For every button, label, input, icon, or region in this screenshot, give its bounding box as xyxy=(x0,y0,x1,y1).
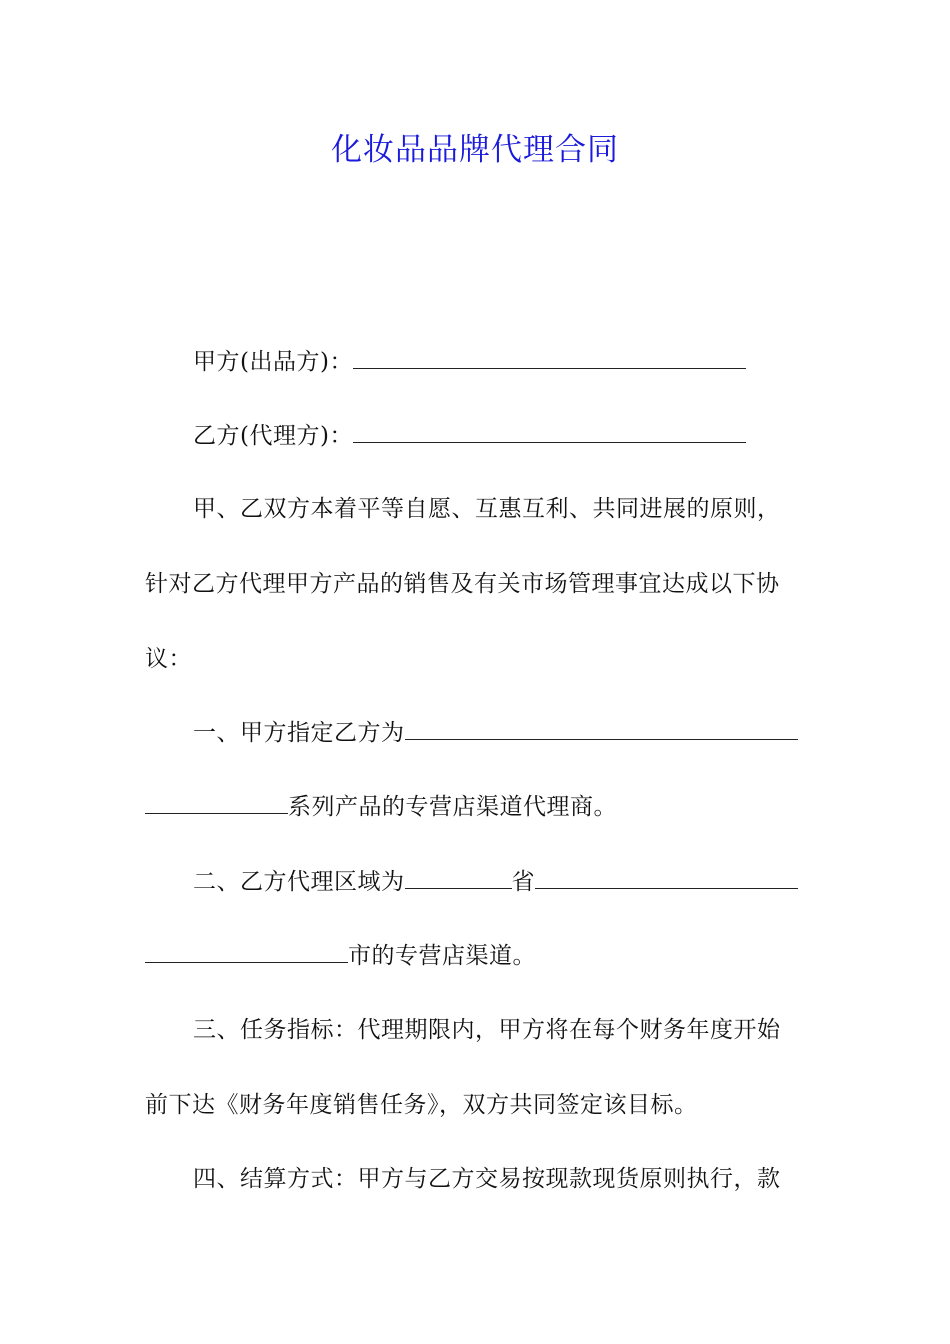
clause-2-line-1 xyxy=(193,865,798,899)
party-a-label: 甲方(出品方)： xyxy=(193,349,353,375)
clause-1-line-2 xyxy=(145,790,617,824)
preamble-line-3: 议： xyxy=(145,646,192,672)
party-a-line xyxy=(193,345,746,379)
clause-2-mid: 省 xyxy=(511,869,535,895)
province-blank xyxy=(405,866,512,889)
clause-3-line-2: 前下达《财务年度销售任务》，双方共同签定该目标。 xyxy=(145,1092,698,1118)
party-b-label: 乙方(代理方)： xyxy=(193,423,353,449)
party-a-blank xyxy=(353,346,746,369)
region-blank xyxy=(535,866,798,889)
clause-2-line-2 xyxy=(145,939,536,973)
clause-2-prefix: 二、乙方代理区域为 xyxy=(193,869,405,895)
clause-1-text: 一、甲方指定乙方为 xyxy=(193,720,405,746)
document-title: 化妆品品牌代理合同 xyxy=(331,132,619,168)
brand-blank xyxy=(405,717,798,740)
city-blank xyxy=(145,940,348,963)
party-b-blank xyxy=(353,420,746,443)
party-b-line xyxy=(193,419,746,453)
clause-1-line-1 xyxy=(193,716,798,750)
preamble-line-2: 针对乙方代理甲方产品的销售及有关市场管理事宜达成以下协 xyxy=(145,571,780,597)
clause-3-line-1: 三、任务指标：代理期限内，甲方将在每个财务年度开始 xyxy=(193,1017,781,1043)
clause-4-line-1: 四、结算方式：甲方与乙方交易按现款现货原则执行，款 xyxy=(193,1166,781,1192)
clause-2-suffix: 市的专营店渠道。 xyxy=(348,943,536,969)
clause-1-suffix: 系列产品的专营店渠道代理商。 xyxy=(288,794,617,820)
series-blank xyxy=(145,791,288,814)
preamble-line-1: 甲、乙双方本着平等自愿、互惠互利、共同进展的原则， xyxy=(193,496,781,522)
